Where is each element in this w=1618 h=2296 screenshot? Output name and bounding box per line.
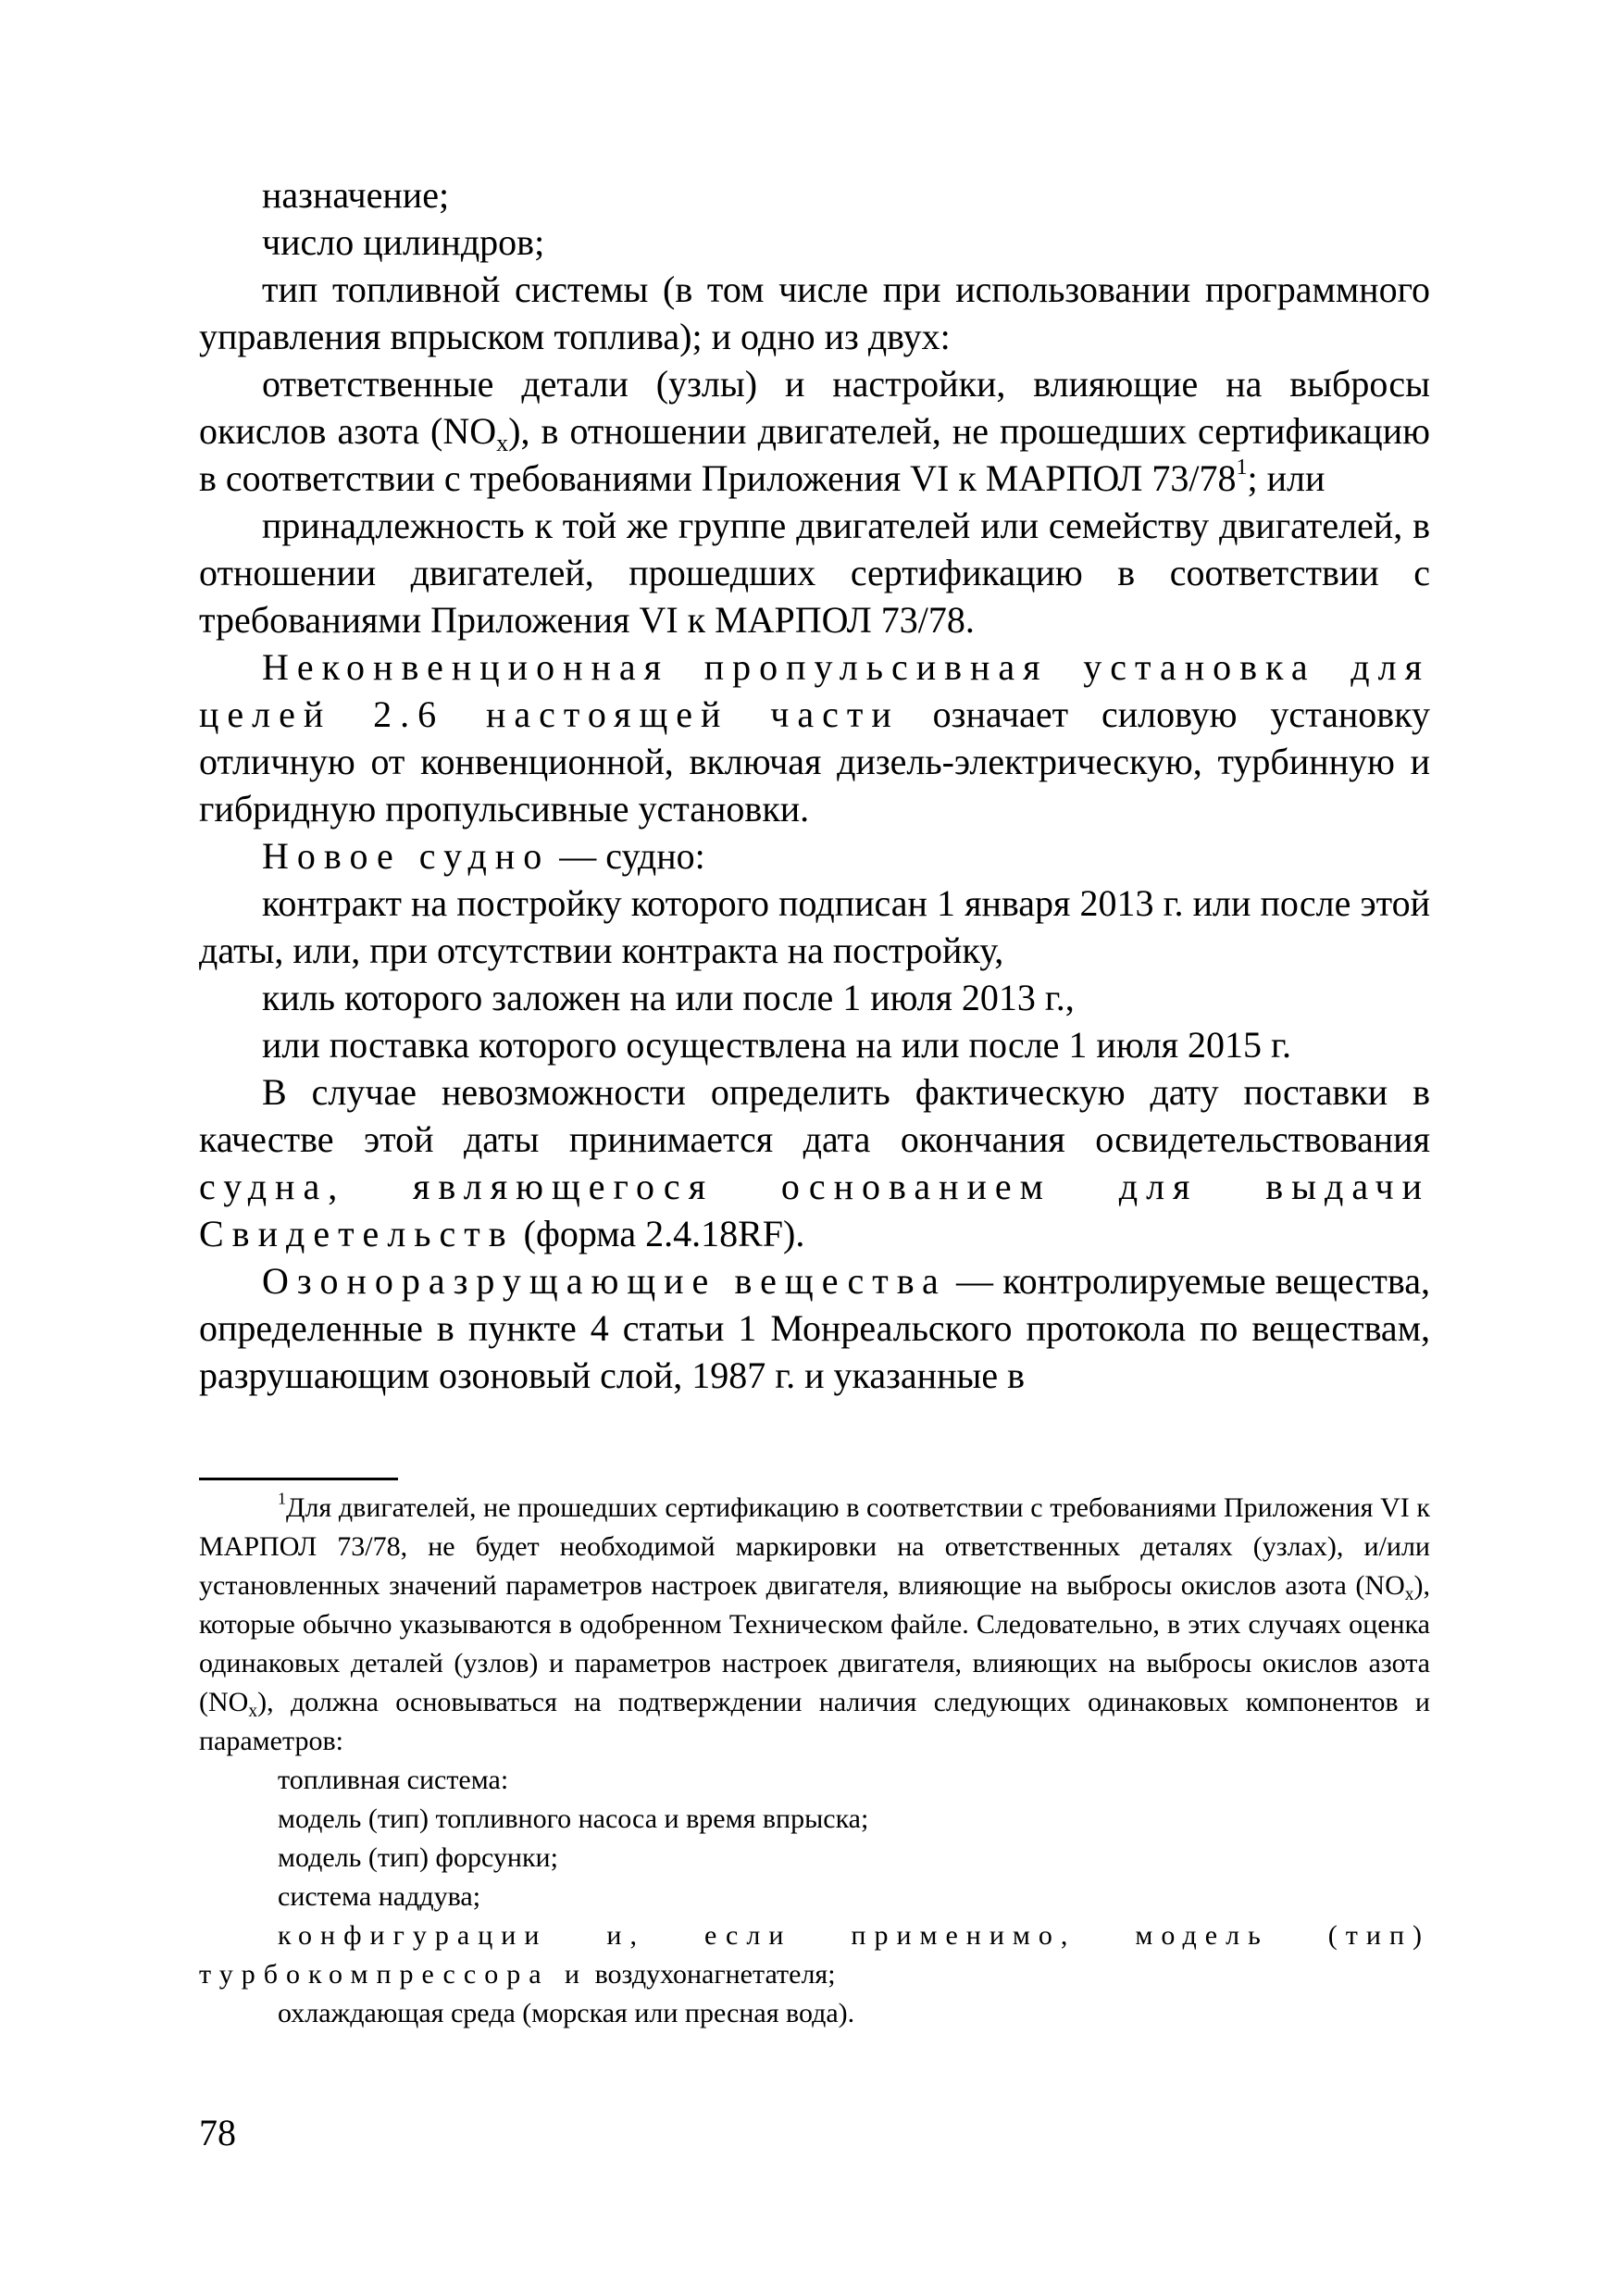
page-number: 78 [199, 2112, 236, 2153]
defined-term: Неконвенционная пропульсивная установка для целей 2.6 настоящей части [199, 646, 1430, 735]
paragraph-text: (форма 2.4.18RF). [514, 1213, 805, 1254]
definition-text: означает силовую установку отличную от конвенционной, включая дизель-электрическую, турбинную и гибридную пропульсивные установки. [199, 693, 1430, 830]
subscript: x [496, 429, 509, 456]
paragraph-delivery-date [199, 1068, 1430, 1257]
footnote-text: воздухонагнетателя; [588, 1959, 836, 1990]
footnote-text: модель (тип) топливного насоса и время впрыска; [278, 1803, 869, 1834]
footnote-text: охлаждающая среда (морская или пресная вода). [278, 1998, 855, 2028]
footnote-paragraph [199, 1489, 1430, 1761]
footnote [199, 1489, 1430, 2033]
paragraph-text: тип топливной системы (в том числе при использовании программного управления впрыском топлива); и одно из двух: [199, 268, 1430, 357]
subscript: x [248, 1701, 258, 1721]
paragraph-text: принадлежность к той же группе двигателей или семейству двигателей, в отношении двигателей, прошедших сертификацию в соответствии с требованиями Приложения VI к МАРПОЛ 73/78. [199, 505, 1430, 641]
main-text [199, 171, 1430, 1399]
paragraph-text: или поставка которого осуществлена на или после 1 июля 2015 г. [262, 1024, 1291, 1066]
paragraph-text: ), в отношении двигателей, не прошедших сертификацию в соответствии с требованиями Приложения VI к МАРПОЛ 73/78 [199, 410, 1430, 499]
footnote-text: ), должна основываться на подтверждении наличия следующих одинаковых компонентов и параметров: [199, 1687, 1430, 1756]
paragraph-text: число цилиндров; [262, 221, 545, 263]
footnote-list-item [199, 1800, 1430, 1839]
definition-text: — судно: [550, 835, 705, 877]
footnote-list-item [199, 1761, 1430, 1800]
footnote-list-item [199, 1994, 1430, 2033]
footnote-marker: 1 [278, 1489, 286, 1508]
footnote-text: Для двигателей, не прошедших сертификацию в соответствии с требованиями Приложения VI к МАРПОЛ 73/78, не будет необходимой маркировки на ответственных деталях (узлах), и/или установленных значений параметров настроек двигателя, влияющие на выбросы окислов азота (NO [199, 1492, 1430, 1601]
paragraph-text: ; или [1247, 457, 1326, 499]
footnote-divider [199, 1478, 398, 1480]
definition-text: — контролируемые вещества, определенные в пункте 4 статьи 1 Монреальского протокола по веществам, разрушающим озоновый слой, 1987 г. и указанные в [199, 1260, 1431, 1396]
defined-term: Новое судно [262, 835, 551, 877]
subscript: x [1404, 1584, 1414, 1604]
list-item-delivery [199, 1021, 1430, 1068]
list-item-engine-group [199, 502, 1430, 643]
paragraph-text: контракт на постройку которого подписан 1 января 2013 г. или после этой даты, или, при отсутствии контракта на постройку, [199, 882, 1430, 971]
footnote-text: топливная система: [278, 1765, 509, 1795]
footnote-list-item [199, 1839, 1430, 1878]
list-item-cylinders [199, 218, 1430, 266]
list-item-fuel-system [199, 266, 1430, 360]
defined-term: Озоноразрущающие вещества [262, 1260, 947, 1302]
footnote-text: ), которые обычно указываются в одобренном Техническом файле. Следовательно, в этих случаях оценка одинаковых деталей (узлов) и параметров настроек двигателя, влияющих на выбросы окислов азота (NO [199, 1570, 1430, 1717]
paragraph-text: ответственные детали (узлы) и настройки, влияющие на выбросы окислов азота (NO [199, 363, 1430, 452]
list-item-critical-parts [199, 360, 1430, 502]
footnote-text: конфигурации и, если применимо, модель (тип) турбокомпрессора и [199, 1920, 1430, 1990]
footnote-list-item [199, 1916, 1430, 1994]
footnote-text: система наддува; [278, 1881, 481, 1912]
paragraph-text: судна, являющегося основанием для выдачи Свидетельств [199, 1166, 1430, 1254]
paragraph-text: назначение; [262, 174, 450, 216]
list-item-purpose [199, 171, 1430, 218]
footnote-text: модель (тип) форсунки; [278, 1842, 558, 1873]
paragraph-text: В случае невозможности определить фактическую дату поставки в качестве этой даты принимается дата окончания освидетельствования [199, 1071, 1430, 1160]
paragraph-text: киль которого заложен на или после 1 июля 2013 г., [262, 977, 1075, 1018]
list-item-keel [199, 974, 1430, 1021]
definition-new-ship [199, 832, 1430, 880]
footnote-reference[interactable]: 1 [1236, 455, 1248, 480]
list-item-contract [199, 880, 1430, 974]
definition-ozone-depleting [199, 1257, 1430, 1399]
footnote-list-item [199, 1878, 1430, 1916]
definition-unconventional-propulsion [199, 643, 1430, 832]
